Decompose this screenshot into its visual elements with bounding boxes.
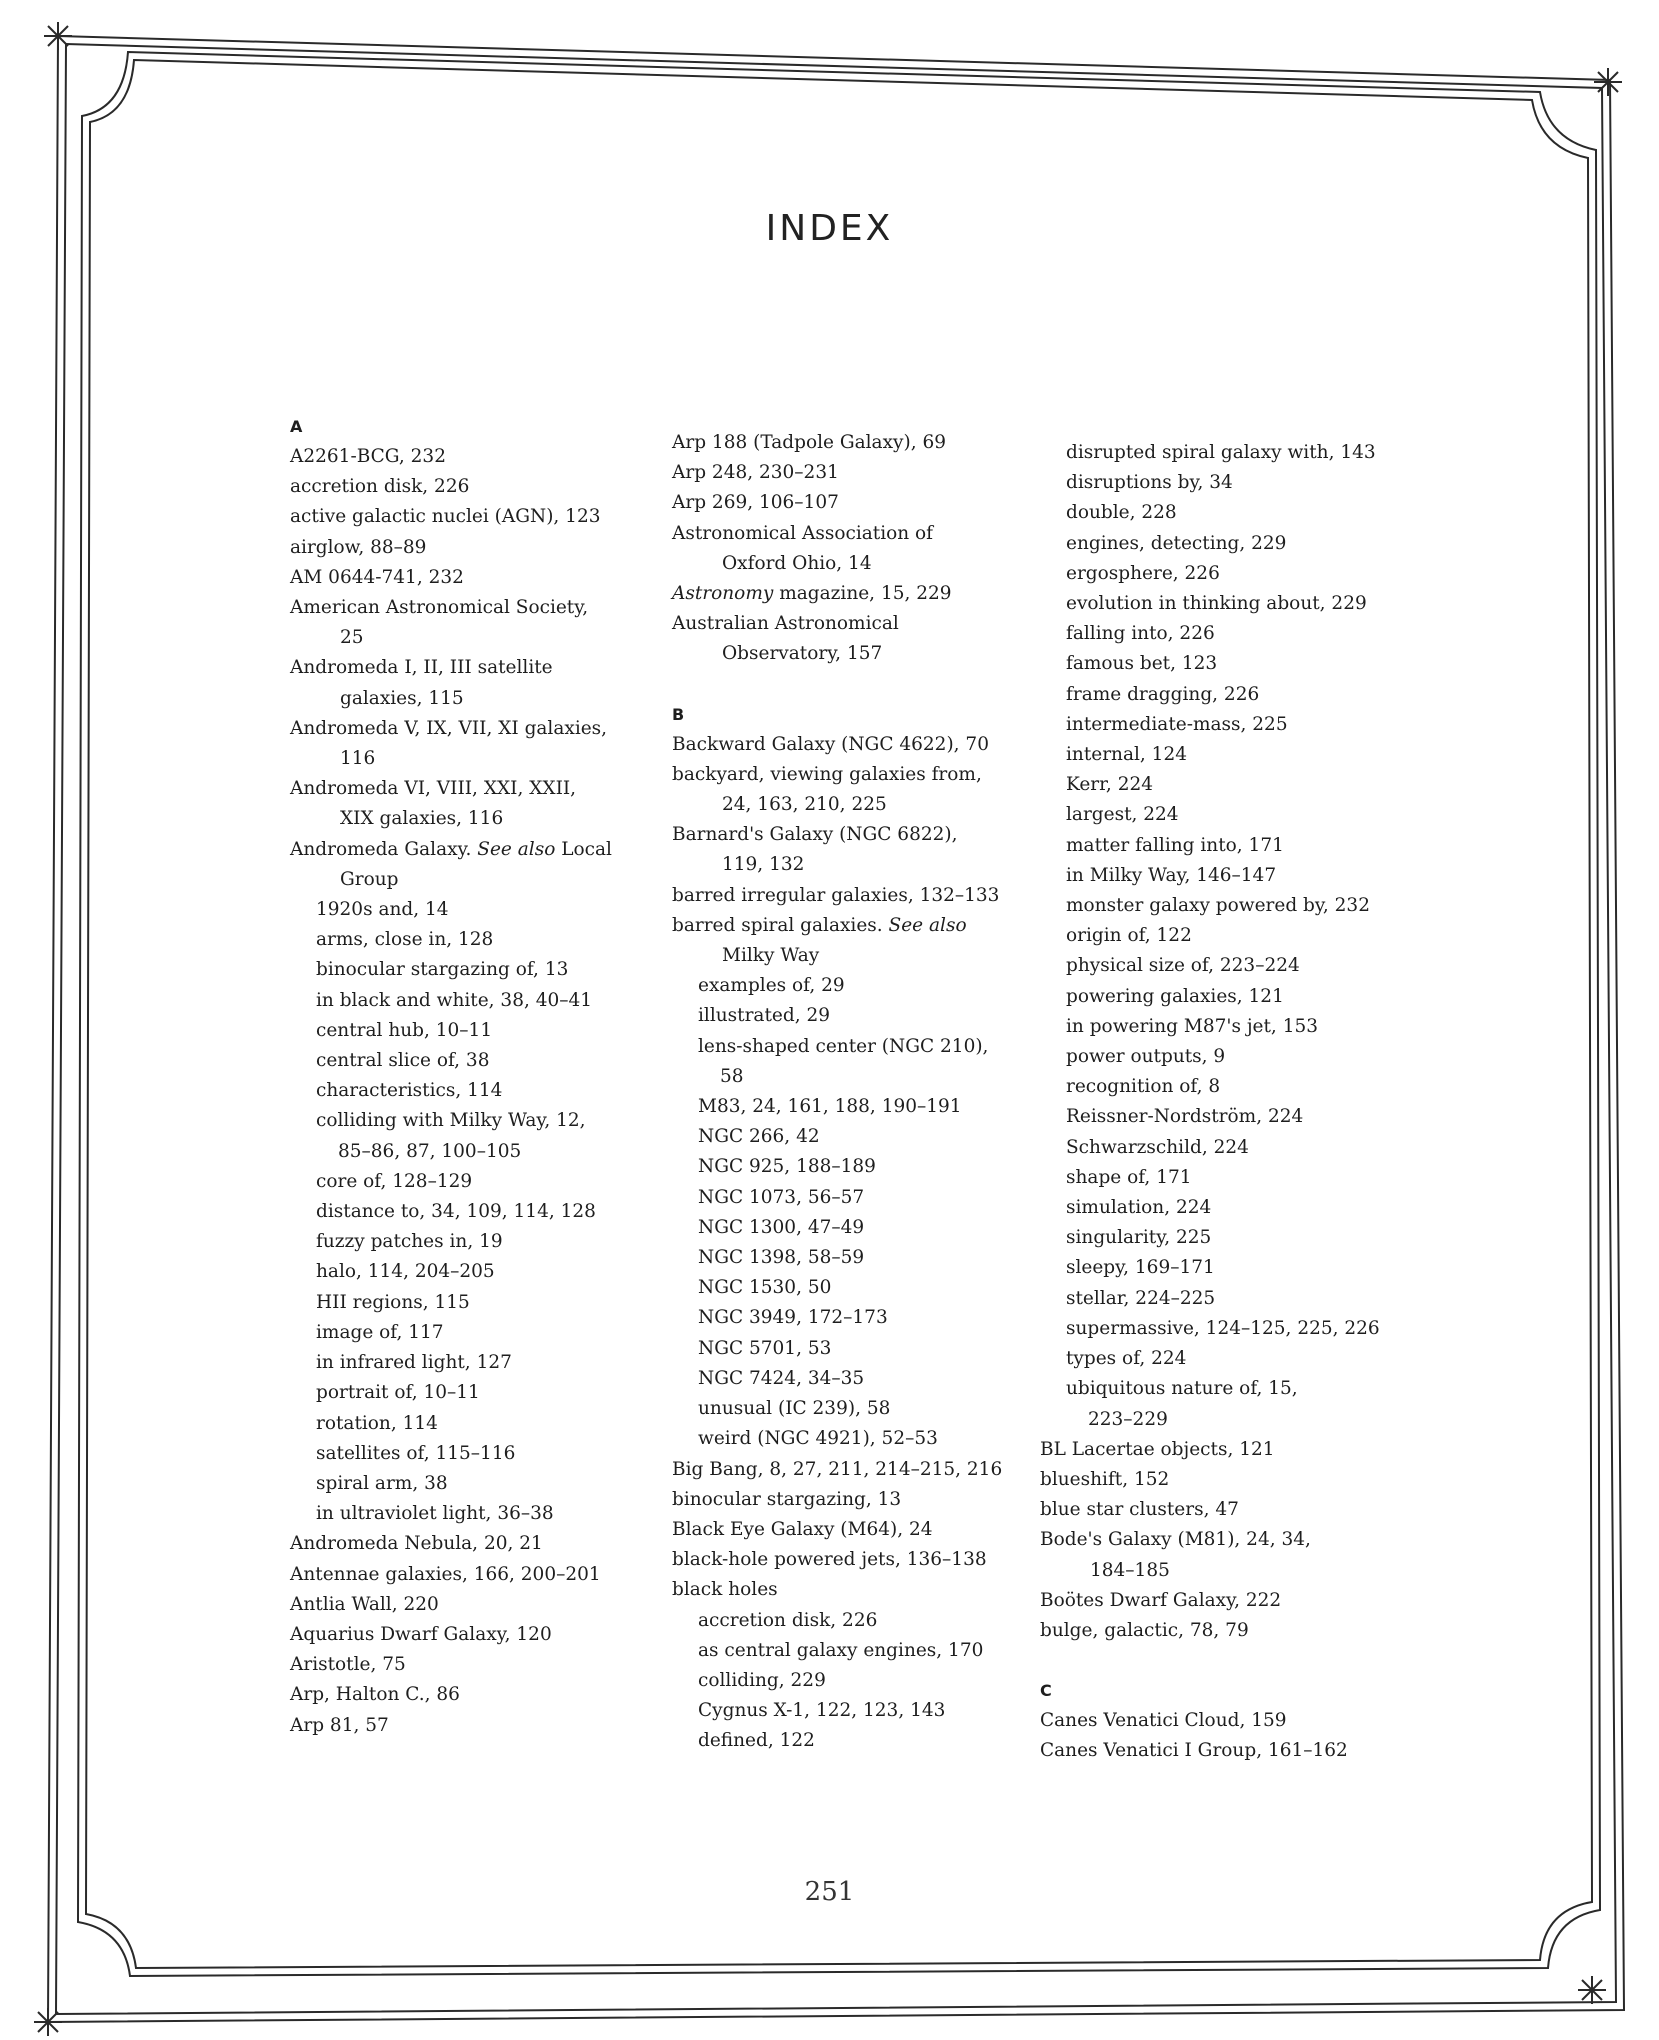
index-entry: Antennae galaxies, 166, 200–201 bbox=[290, 1563, 601, 1585]
index-subentry: double, 228 bbox=[1066, 502, 1177, 524]
index-subentry: in powering M87's jet, 153 bbox=[1066, 1015, 1319, 1037]
index-subentry: NGC 1073, 56–57 bbox=[698, 1186, 865, 1208]
index-entry: black holes bbox=[672, 1579, 778, 1601]
index-subentry: in black and white, 38, 40–41 bbox=[316, 989, 593, 1011]
index-subentry: rotation, 114 bbox=[316, 1412, 438, 1434]
index-entry: Big Bang, 8, 27, 211, 214–215, 216 bbox=[672, 1458, 1003, 1480]
index-entry-continuation: 25 bbox=[340, 627, 364, 649]
index-subentry: spiral arm, 38 bbox=[316, 1472, 448, 1494]
index-subentry: arms, close in, 128 bbox=[316, 929, 494, 951]
section-letter: A bbox=[290, 417, 303, 436]
index-entry-continuation: galaxies, 115 bbox=[340, 687, 464, 709]
index-entry: Arp 81, 57 bbox=[290, 1714, 389, 1736]
index-entry-continuation: 85–86, 87, 100–105 bbox=[338, 1140, 522, 1162]
index-subentry: NGC 925, 188–189 bbox=[698, 1156, 876, 1178]
index-entry: Andromeda Nebula, 20, 21 bbox=[290, 1533, 543, 1555]
index-subentry: examples of, 29 bbox=[698, 975, 845, 997]
index-entry: bulge, galactic, 78, 79 bbox=[1040, 1619, 1249, 1641]
index-entry: Canes Venatici Cloud, 159 bbox=[1040, 1710, 1287, 1732]
index-subentry: central hub, 10–11 bbox=[316, 1019, 493, 1041]
index-subentry: M83, 24, 161, 188, 190–191 bbox=[698, 1096, 962, 1118]
index-entry: Arp 248, 230–231 bbox=[672, 462, 839, 484]
index-entry-continuation: 119, 132 bbox=[722, 854, 805, 876]
index-subentry: stellar, 224–225 bbox=[1066, 1287, 1216, 1309]
index-subentry: core of, 128–129 bbox=[316, 1170, 473, 1192]
index-subentry: unusual (IC 239), 58 bbox=[698, 1398, 891, 1420]
index-entry: Australian Astronomical bbox=[672, 613, 899, 635]
index-entry bbox=[290, 835, 690, 865]
index-subentry: simulation, 224 bbox=[1066, 1197, 1212, 1219]
index-subentry: Schwarzschild, 224 bbox=[1066, 1136, 1249, 1158]
index-subentry: engines, detecting, 229 bbox=[1066, 532, 1287, 554]
index-entry: Andromeda VI, VIII, XXI, XXII, bbox=[290, 778, 577, 800]
see-also-target: Local bbox=[561, 838, 612, 860]
index-entry: Arp 188 (Tadpole Galaxy), 69 bbox=[672, 432, 946, 453]
index-entry: backyard, viewing galaxies from, bbox=[672, 763, 982, 785]
index-entry: Bode's Galaxy (M81), 24, 34, bbox=[1040, 1529, 1311, 1551]
index-entry: Arp 269, 106–107 bbox=[672, 492, 839, 514]
index-subentry: NGC 1530, 50 bbox=[698, 1277, 832, 1299]
index-entry: American Astronomical Society, bbox=[290, 597, 589, 619]
section-spacer bbox=[1040, 1646, 1440, 1676]
index-entry-continuation: Observatory, 157 bbox=[722, 643, 883, 665]
index-entry: barred irregular galaxies, 132–133 bbox=[672, 884, 1000, 906]
index-subentry: distance to, 34, 109, 114, 128 bbox=[316, 1201, 596, 1223]
index-subentry: evolution in thinking about, 229 bbox=[1066, 593, 1367, 615]
index-subentry: colliding, 229 bbox=[698, 1669, 826, 1691]
index-entry-continuation: 116 bbox=[340, 748, 376, 770]
index-subentry: supermassive, 124–125, 225, 226 bbox=[1066, 1317, 1380, 1339]
index-entry: Black Eye Galaxy (M64), 24 bbox=[672, 1518, 933, 1540]
index-subentry: Reissner-Nordström, 224 bbox=[1066, 1106, 1304, 1128]
index-entry: binocular stargazing, 13 bbox=[672, 1488, 902, 1510]
index-entry-continuation: 58 bbox=[720, 1065, 744, 1087]
index-column-3 bbox=[1040, 438, 1440, 1767]
index-subentry: portrait of, 10–11 bbox=[316, 1382, 480, 1404]
index-subentry: internal, 124 bbox=[1066, 744, 1187, 766]
index-subentry: power outputs, 9 bbox=[1066, 1046, 1226, 1068]
index-entry-continuation: XIX galaxies, 116 bbox=[340, 808, 504, 830]
index-subentry: fuzzy patches in, 19 bbox=[316, 1231, 503, 1253]
index-entry: active galactic nuclei (AGN), 123 bbox=[290, 506, 601, 528]
index-subentry: central slice of, 38 bbox=[316, 1050, 490, 1072]
index-subentry: defined, 122 bbox=[698, 1730, 815, 1752]
index-subentry: weird (NGC 4921), 52–53 bbox=[698, 1428, 938, 1450]
index-entry-continuation: Group bbox=[340, 868, 399, 890]
index-column-1 bbox=[290, 412, 690, 1741]
index-subentry: characteristics, 114 bbox=[316, 1080, 503, 1102]
section-letter: B bbox=[672, 704, 685, 724]
index-entry: airglow, 88–89 bbox=[290, 536, 427, 558]
index-subentry: as central galaxy engines, 170 bbox=[698, 1639, 984, 1661]
index-subentry: singularity, 225 bbox=[1066, 1227, 1212, 1249]
see-also-reference: See also bbox=[477, 838, 556, 860]
index-entry: Boötes Dwarf Galaxy, 222 bbox=[1040, 1589, 1282, 1611]
index-entry: Astronomical Association of bbox=[672, 522, 934, 544]
index-subentry: types of, 224 bbox=[1066, 1348, 1187, 1370]
index-subentry: famous bet, 123 bbox=[1066, 653, 1218, 675]
index-entry: AM 0644-741, 232 bbox=[290, 566, 464, 588]
index-subentry: monster galaxy powered by, 232 bbox=[1066, 895, 1370, 917]
index-subentry: sleepy, 169–171 bbox=[1066, 1257, 1215, 1279]
index-entry-continuation: 223–229 bbox=[1088, 1408, 1168, 1430]
index-subentry: disrupted spiral galaxy with, 143 bbox=[1066, 442, 1376, 463]
index-subentry: halo, 114, 204–205 bbox=[316, 1261, 495, 1283]
index-subentry: NGC 5701, 53 bbox=[698, 1337, 832, 1359]
index-subentry: colliding with Milky Way, 12, bbox=[316, 1110, 586, 1132]
entry-text: barred spiral galaxies. bbox=[672, 914, 883, 936]
index-subentry: shape of, 171 bbox=[1066, 1166, 1192, 1188]
index-entry: Arp, Halton C., 86 bbox=[290, 1684, 460, 1706]
index-subentry: powering galaxies, 121 bbox=[1066, 985, 1284, 1007]
index-entry: accretion disk, 226 bbox=[290, 476, 470, 498]
index-entry: Andromeda V, IX, VII, XI galaxies, bbox=[290, 717, 608, 739]
index-subentry: ergosphere, 226 bbox=[1066, 562, 1220, 584]
index-entry-continuation: Milky Way bbox=[722, 945, 820, 967]
index-subentry: NGC 1398, 58–59 bbox=[698, 1247, 865, 1269]
index-subentry: binocular stargazing of, 13 bbox=[316, 959, 569, 981]
index-entry: blue star clusters, 47 bbox=[1040, 1499, 1239, 1521]
index-subentry: intermediate-mass, 225 bbox=[1066, 713, 1288, 735]
page-number: 251 bbox=[804, 1877, 855, 1907]
index-subentry: HII regions, 115 bbox=[316, 1291, 470, 1313]
index-subentry: Kerr, 224 bbox=[1066, 774, 1153, 796]
index-entry bbox=[672, 579, 1072, 609]
index-subentry: physical size of, 223–224 bbox=[1066, 955, 1300, 977]
index-subentry: Cygnus X-1, 122, 123, 143 bbox=[698, 1700, 946, 1722]
index-subentry: in Milky Way, 146–147 bbox=[1066, 864, 1277, 886]
see-also-reference: See also bbox=[888, 914, 967, 936]
index-subentry: ubiquitous nature of, 15, bbox=[1066, 1378, 1298, 1400]
index-subentry: lens-shaped center (NGC 210), bbox=[698, 1035, 989, 1057]
index-entry: Canes Venatici I Group, 161–162 bbox=[1040, 1740, 1348, 1762]
index-entry: Andromeda I, II, III satellite bbox=[290, 657, 553, 679]
index-entry: Barnard's Galaxy (NGC 6822), bbox=[672, 824, 958, 846]
entry-italic-title: Astronomy bbox=[672, 583, 774, 605]
index-entry-continuation: Oxford Ohio, 14 bbox=[722, 552, 872, 574]
index-subentry: largest, 224 bbox=[1066, 804, 1179, 826]
index-subentry: NGC 7424, 34–35 bbox=[698, 1367, 865, 1389]
page-title: INDEX bbox=[765, 208, 894, 249]
index-subentry: recognition of, 8 bbox=[1066, 1076, 1221, 1098]
index-entry-continuation: 24, 163, 210, 225 bbox=[722, 794, 887, 816]
index-subentry: NGC 3949, 172–173 bbox=[698, 1307, 888, 1329]
index-subentry: matter falling into, 171 bbox=[1066, 834, 1284, 856]
index-subentry: accretion disk, 226 bbox=[698, 1609, 878, 1631]
index-subentry: NGC 1300, 47–49 bbox=[698, 1216, 865, 1238]
index-entry bbox=[672, 911, 1072, 941]
section-letter: C bbox=[1040, 1681, 1052, 1701]
section-spacer bbox=[672, 670, 1072, 700]
index-subentry: disruptions by, 34 bbox=[1066, 472, 1233, 494]
index-column-2 bbox=[672, 428, 1072, 1757]
index-subentry: satellites of, 115–116 bbox=[316, 1442, 516, 1464]
index-entry: Antlia Wall, 220 bbox=[290, 1593, 439, 1615]
index-subentry: NGC 266, 42 bbox=[698, 1126, 820, 1148]
index-subentry: in infrared light, 127 bbox=[316, 1352, 512, 1374]
index-entry: blueshift, 152 bbox=[1040, 1468, 1170, 1490]
index-subentry: origin of, 122 bbox=[1066, 925, 1192, 947]
index-subentry: falling into, 226 bbox=[1066, 623, 1215, 645]
index-entry: BL Lacertae objects, 121 bbox=[1040, 1438, 1275, 1460]
index-entry: Aquarius Dwarf Galaxy, 120 bbox=[290, 1623, 552, 1645]
entry-text: Andromeda Galaxy. bbox=[290, 838, 472, 860]
index-subentry: in ultraviolet light, 36–38 bbox=[316, 1503, 554, 1525]
index-subentry: image of, 117 bbox=[316, 1321, 444, 1343]
index-subentry: frame dragging, 226 bbox=[1066, 683, 1260, 705]
index-entry-continuation: 184–185 bbox=[1090, 1559, 1170, 1581]
index-entry: black-hole powered jets, 136–138 bbox=[672, 1549, 987, 1571]
index-subentry: 1920s and, 14 bbox=[316, 899, 449, 921]
index-entry: Backward Galaxy (NGC 4622), 70 bbox=[672, 733, 989, 755]
index-entry: A2261-BCG, 232 bbox=[290, 446, 446, 467]
index-entry: Aristotle, 75 bbox=[290, 1654, 406, 1676]
index-subentry: illustrated, 29 bbox=[698, 1005, 830, 1027]
entry-text: magazine, 15, 229 bbox=[773, 583, 952, 605]
